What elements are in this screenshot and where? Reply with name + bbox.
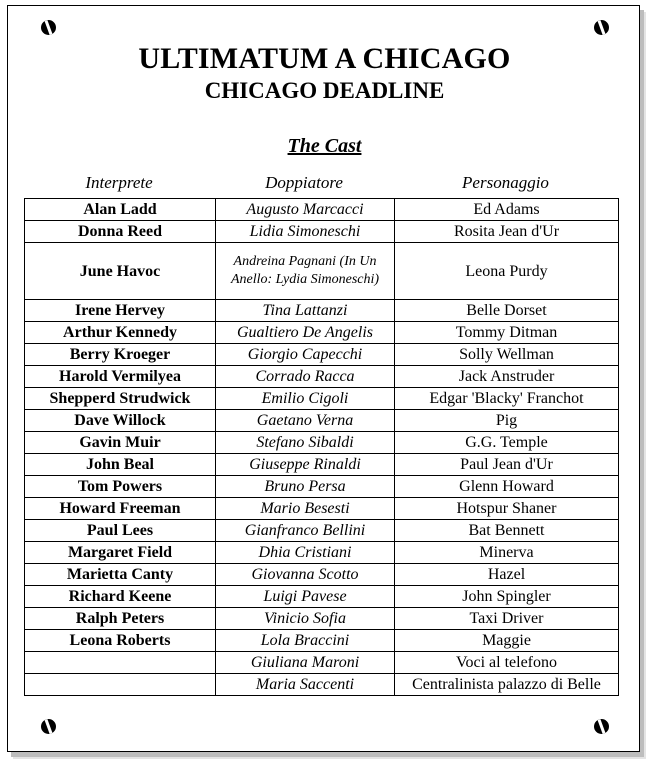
table-row [25, 652, 619, 674]
table-row [25, 300, 619, 322]
actor-cell: Paul Lees [25, 520, 216, 542]
actor-cell: Leona Roberts [25, 630, 216, 652]
dubber-cell: Tina Lattanzi [216, 300, 395, 322]
role-cell: Bat Bennett [395, 520, 619, 542]
actor-cell: Shepperd Strudwick [25, 388, 216, 410]
dubber-cell: Mario Besesti [216, 498, 395, 520]
page-subtitle: CHICAGO DEADLINE [204, 78, 445, 103]
dubber-cell: Stefano Sibaldi [216, 432, 395, 454]
table-row [25, 520, 619, 542]
actor-cell: Berry Kroeger [25, 344, 216, 366]
table-row [25, 366, 619, 388]
dubber-cell: Luigi Pavese [216, 586, 395, 608]
screw-icon [594, 719, 609, 734]
role-cell: Jack Anstruder [395, 366, 619, 388]
table-row [25, 498, 619, 520]
table-row [25, 410, 619, 432]
table-row [25, 564, 619, 586]
role-cell: Centralinista palazzo di Belle [395, 674, 619, 696]
role-cell: Rosita Jean d'Ur [395, 221, 619, 243]
role-cell: Glenn Howard [395, 476, 619, 498]
actor-cell: Dave Willock [25, 410, 216, 432]
dubber-cell: Gualtiero De Angelis [216, 322, 395, 344]
dubber-cell: Vinicio Sofia [216, 608, 395, 630]
role-cell: Belle Dorset [395, 300, 619, 322]
actor-cell: Margaret Field [25, 542, 216, 564]
role-cell: Taxi Driver [395, 608, 619, 630]
actor-cell: John Beal [25, 454, 216, 476]
role-cell: Tommy Ditman [395, 322, 619, 344]
table-row [25, 586, 619, 608]
actor-cell [25, 674, 216, 696]
table-row [25, 322, 619, 344]
table-row [25, 608, 619, 630]
actor-cell: Harold Vermilyea [25, 366, 216, 388]
actor-cell: Ralph Peters [25, 608, 216, 630]
role-cell: Paul Jean d'Ur [395, 454, 619, 476]
dubber-cell: Lola Braccini [216, 630, 395, 652]
actor-cell: Gavin Muir [25, 432, 216, 454]
dubber-cell: Lidia Simoneschi [216, 221, 395, 243]
role-cell: Pig [395, 410, 619, 432]
actor-cell: Howard Freeman [25, 498, 216, 520]
role-cell: Minerva [395, 542, 619, 564]
dubber-cell: Gianfranco Bellini [216, 520, 395, 542]
role-cell: Hotspur Shaner [395, 498, 619, 520]
screw-icon [594, 20, 609, 35]
actor-cell: Tom Powers [25, 476, 216, 498]
role-cell: Voci al telefono [395, 652, 619, 674]
dubber-cell: Maria Saccenti [216, 674, 395, 696]
actor-cell: Richard Keene [25, 586, 216, 608]
column-header-dubber: Doppiatore [265, 173, 343, 192]
table-row [25, 674, 619, 696]
cast-plaque [7, 5, 640, 752]
actor-cell: June Havoc [25, 243, 216, 300]
actor-cell: Donna Reed [25, 221, 216, 243]
dubber-cell: Dhia Cristiani [216, 542, 395, 564]
role-cell: Maggie [395, 630, 619, 652]
dubber-cell: Augusto Marcacci [216, 199, 395, 221]
actor-cell [25, 652, 216, 674]
dubber-cell: Giuliana Maroni [216, 652, 395, 674]
role-cell: Edgar 'Blacky' Franchot [395, 388, 619, 410]
actor-cell: Alan Ladd [25, 199, 216, 221]
table-row [25, 221, 619, 243]
dubber-cell: Giorgio Capecchi [216, 344, 395, 366]
actor-cell: Arthur Kennedy [25, 322, 216, 344]
dubber-cell: Gaetano Verna [216, 410, 395, 432]
cast-heading: The Cast [287, 135, 362, 157]
dubber-cell: Giovanna Scotto [216, 564, 395, 586]
screw-icon [41, 20, 56, 35]
actor-cell: Irene Hervey [25, 300, 216, 322]
actor-cell: Marietta Canty [25, 564, 216, 586]
role-cell: G.G. Temple [395, 432, 619, 454]
dubber-cell: Corrado Racca [216, 366, 395, 388]
column-header-actor: Interprete [85, 173, 153, 192]
dubber-cell: Emilio Cigoli [216, 388, 395, 410]
cast-table [24, 198, 619, 696]
role-cell: Leona Purdy [395, 243, 619, 300]
table-row [25, 243, 619, 300]
table-row [25, 432, 619, 454]
role-cell: Ed Adams [395, 199, 619, 221]
screw-icon [41, 719, 56, 734]
table-row [25, 344, 619, 366]
role-cell: Solly Wellman [395, 344, 619, 366]
role-cell: Hazel [395, 564, 619, 586]
table-row [25, 454, 619, 476]
column-header-role: Personaggio [462, 173, 549, 192]
table-row [25, 199, 619, 221]
role-cell: John Spingler [395, 586, 619, 608]
dubber-cell: Bruno Persa [216, 476, 395, 498]
table-row [25, 630, 619, 652]
page-title: ULTIMATUM A CHICAGO [138, 42, 511, 75]
dubber-cell: Giuseppe Rinaldi [216, 454, 395, 476]
table-row [25, 542, 619, 564]
table-row [25, 476, 619, 498]
dubber-cell: Andreina Pagnani (In Un Anello: Lydia Simoneschi) [216, 243, 395, 300]
table-row [25, 388, 619, 410]
